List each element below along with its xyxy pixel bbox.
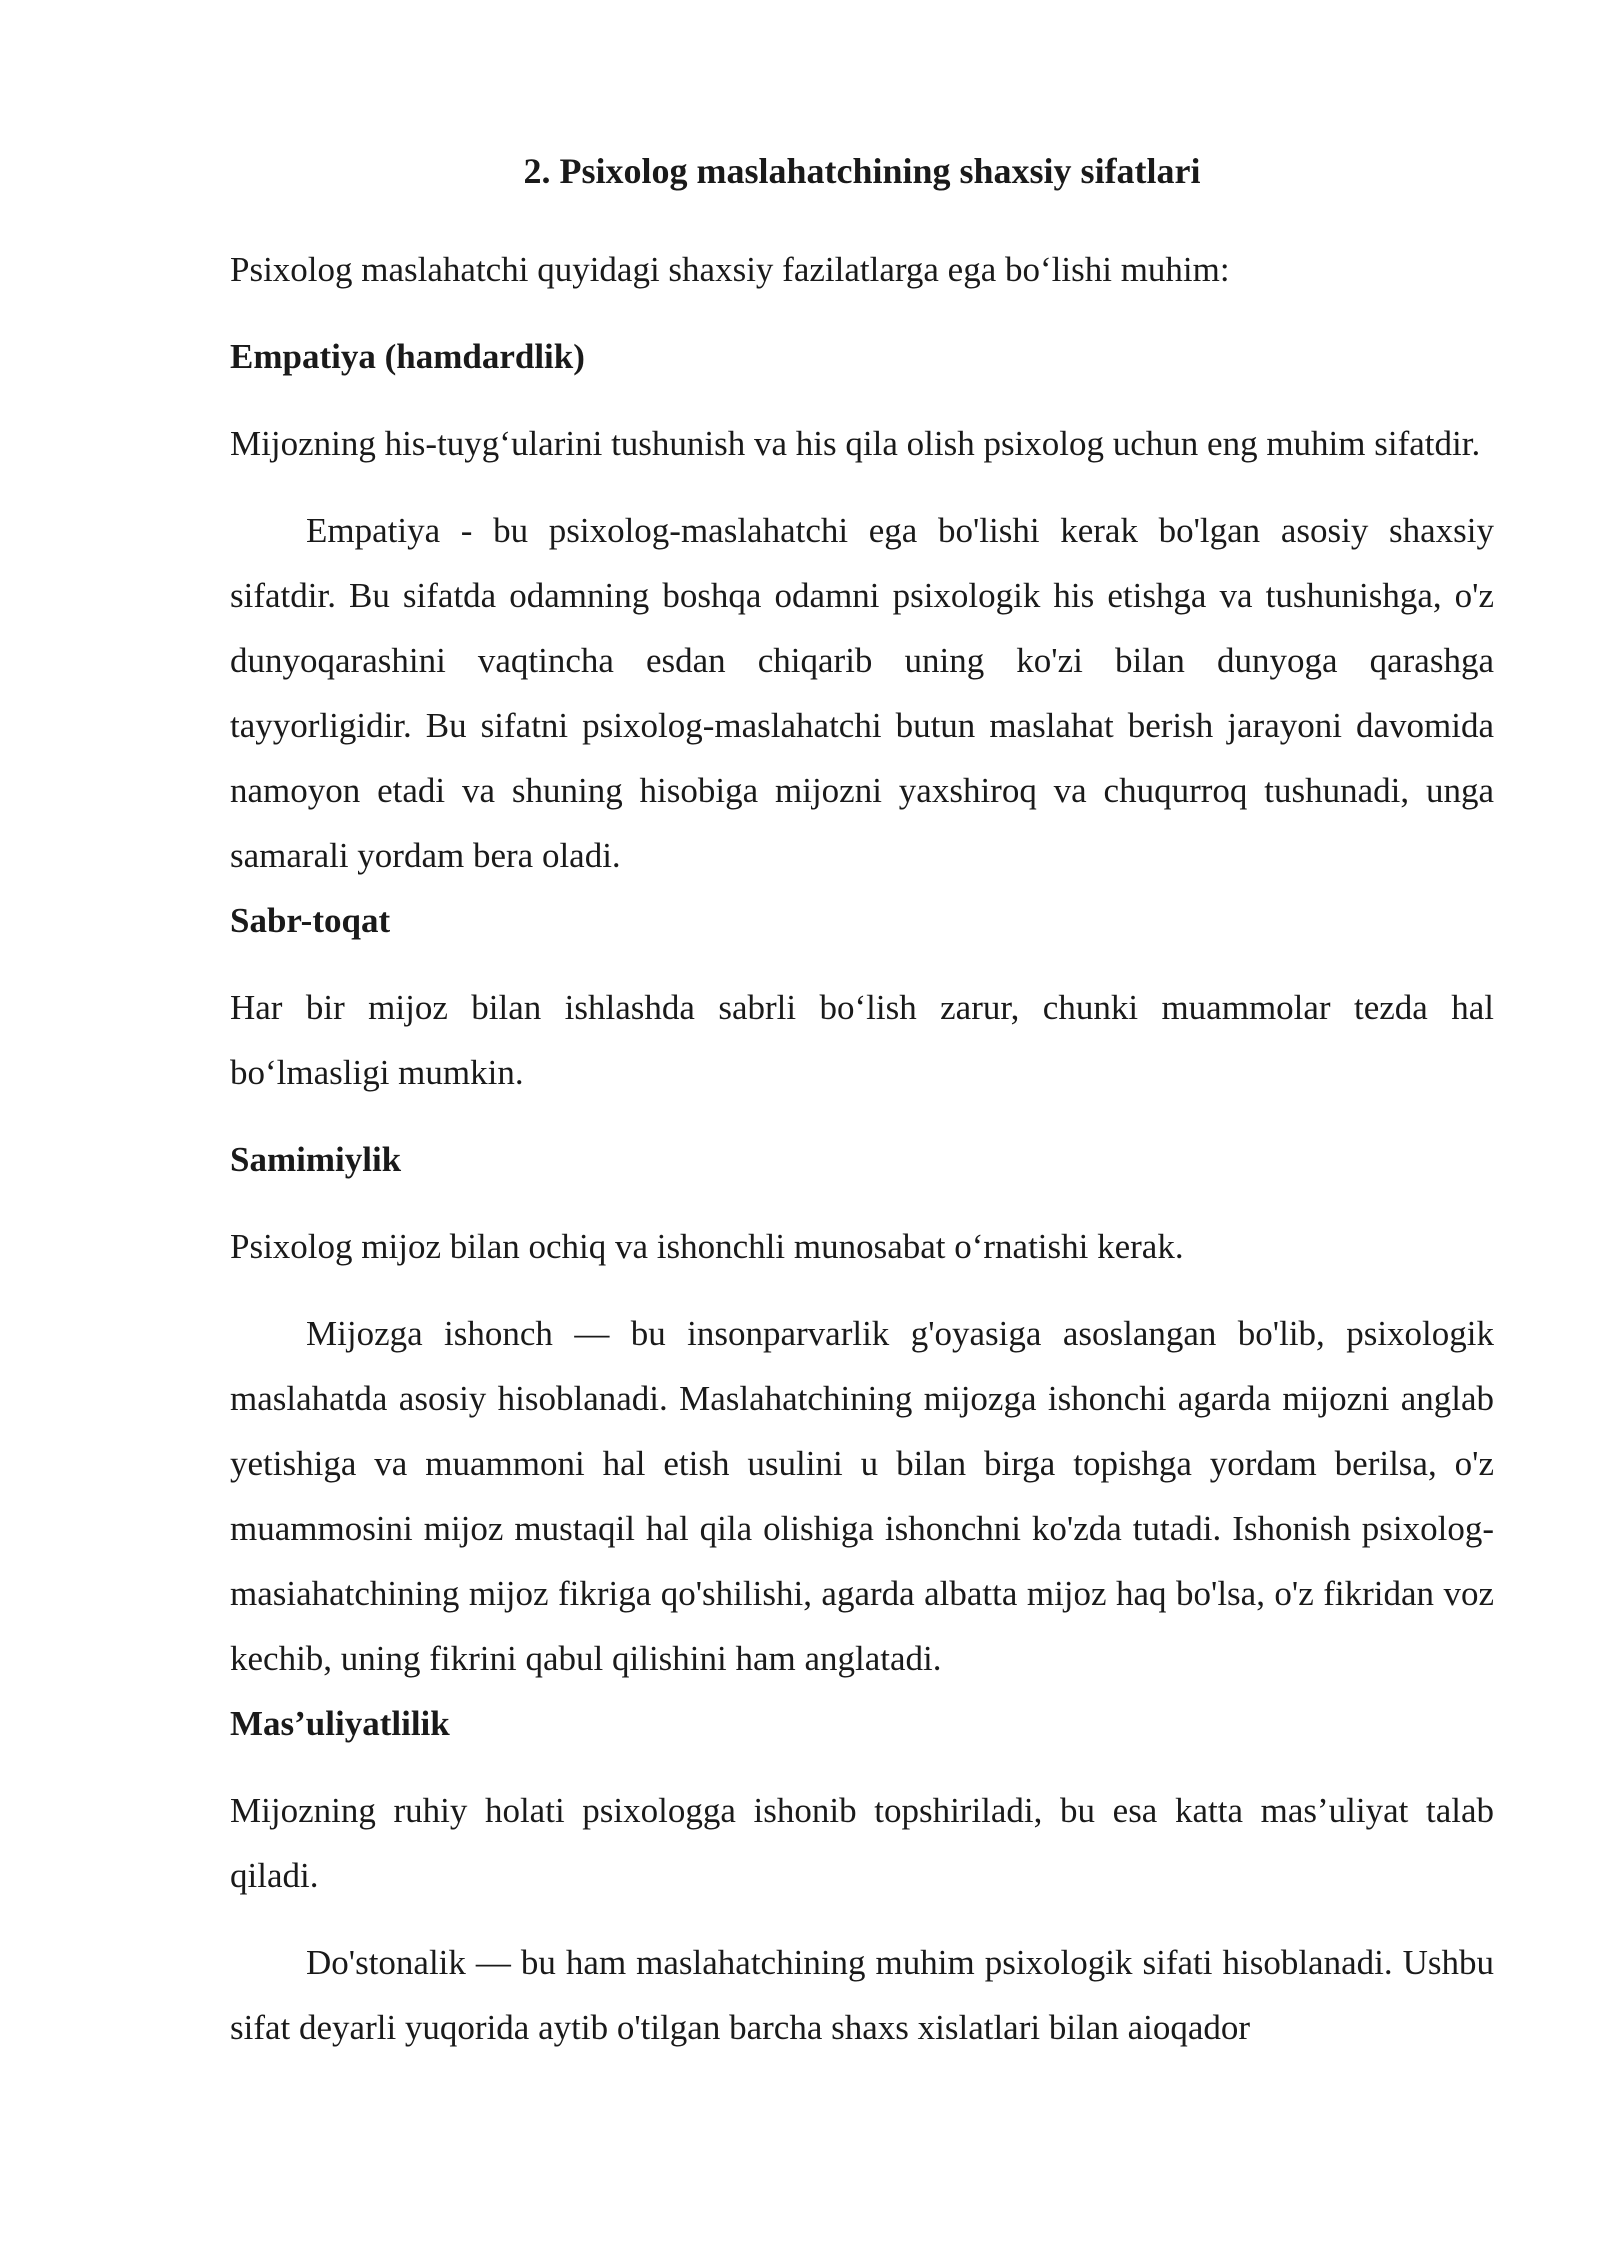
section-summary-sabr-toqat: Har bir mijoz bilan ishlashda sabrli bo‘lish zarur, chunki muammolar tezda hal bo‘lmasligi mumkin.: [230, 988, 1494, 1093]
section-summary-samimiylik: Psixolog mijoz bilan ochiq va ishonchli munosabat o‘rnatishi kerak.: [230, 1227, 1184, 1267]
section-detail-dostonalik: Do'stonalik — bu ham maslahatchining muhim psixologik sifati hisoblanadi. Ushbu sifat deyarli yuqorida aytib o'tilgan barcha shaxs xislatlari bilan aioqador: [230, 1943, 1494, 2048]
document-page: [230, 150, 1494, 2060]
section-detail-empatiya: Empatiya - bu psixolog-maslahatchi ega bo'lishi kerak bo'lgan asosiy shaxsiy sifatdir. Bu sifatda odamning boshqa odamni psixologik his etishga va tushunishga, o'z dunyoqarashini vaqtincha esdan chiqarib uning ko'zi bilan dunyoga qarashga tayyorligidir. Bu sifatni psixolog-maslahatchi butun maslahat berish jarayoni davomida namoyon etadi va shuning hisobiga mijozni yaxshiroq va chuqurroq tushunadi, unga samarali yordam bera oladi.: [230, 511, 1494, 876]
section-heading-sabr-toqat: Sabr-toqat: [230, 901, 391, 941]
document-title: 2. Psixolog maslahatchining shaxsiy sifatlari: [523, 151, 1201, 191]
section-heading-samimiylik: Samimiylik: [230, 1140, 402, 1180]
section-heading-masuliyatlilik: Mas’uliyatlilik: [230, 1704, 450, 1744]
section-detail-samimiylik: Mijozga ishonch — bu insonparvarlik g'oyasiga asoslangan bo'lib, psixologik maslahatda asosiy hisoblanadi. Maslahatchining mijozga ishonchi agarda mijozni anglab yetishiga va muammoni hal etish usulini u bilan birga topishga yordam berilsa, o'z muammosini mijoz mustaqil hal qila olishiga ishonchni ko'zda tutadi. Ishonish psixolog-masiahatchining mijoz fikriga qo'shilishi, agarda albatta mijoz haq bo'lsa, o'z fikridan voz kechib, uning fikrini qabul qilishini ham anglatadi.: [230, 1314, 1494, 1679]
section-heading-empatiya: Empatiya (hamdardlik): [230, 337, 585, 377]
section-summary-masuliyatlilik: Mijozning ruhiy holati psixologga ishonib topshiriladi, bu esa katta mas’uliyat talab qiladi.: [230, 1791, 1494, 1896]
section-summary-empatiya: Mijozning his-tuyg‘ularini tushunish va his qila olish psixolog uchun eng muhim sifatdir.: [230, 424, 1481, 464]
intro-paragraph: Psixolog maslahatchi quyidagi shaxsiy fazilatlarga ega bo‘lishi muhim:: [230, 250, 1230, 290]
